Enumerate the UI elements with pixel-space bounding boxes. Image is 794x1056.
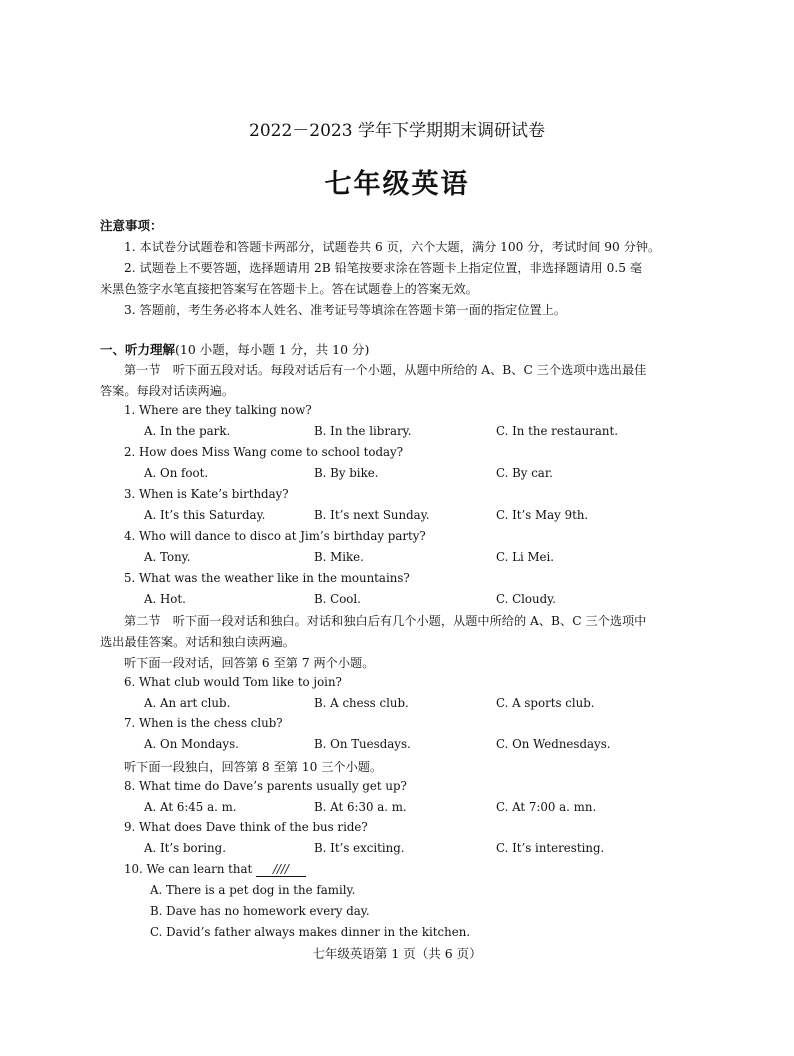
option-a: A. On Mondays. xyxy=(144,737,239,751)
option-c: C. At 7:00 a. mn. xyxy=(496,800,597,814)
option-b: B. Cool. xyxy=(314,592,361,606)
dialog-intro: 听下面一段对话，回答第 6 至第 7 两个小题。 xyxy=(124,656,375,670)
option-a: A. An art club. xyxy=(144,696,231,710)
option-b: B. It’s exciting. xyxy=(314,841,405,855)
part2-instruction-2: 选出最佳答案。对话和独白读两遍。 xyxy=(100,635,295,649)
option-b: B. Mike. xyxy=(314,550,364,564)
option-c: C. In the restaurant. xyxy=(496,424,618,438)
question-stem: 1. Where are they talking now? xyxy=(124,403,312,417)
question-stem: 7. When is the chess club? xyxy=(124,716,283,730)
option-b: B. It’s next Sunday. xyxy=(314,508,430,522)
exam-title: 2022－2023 学年下学期期末调研试卷 xyxy=(249,121,545,141)
notice-line-2: 2. 试题卷上不要答题，选择题请用 2B 铅笔按要求涂在答题卡上指定位置，非选择题请用 0.5 毫 xyxy=(124,261,643,275)
notice-line-3: 米黑色签字水笔直接把答案写在答题卡上。答在试题卷上的答案无效。 xyxy=(100,282,478,296)
question-stem: 2. How does Miss Wang come to school today? xyxy=(124,445,404,459)
option-c: C. A sports club. xyxy=(496,696,595,710)
notice-heading: 注意事项： xyxy=(100,218,163,233)
part1-instruction-1: 第一节 听下面五段对话。每段对话后有一个小题，从题中所给的 A、B、C 三个选项中选出最佳 xyxy=(124,363,647,377)
option-c: C. On Wednesdays. xyxy=(496,737,611,751)
page-footer: 七年级英语第 1 页（共 6 页） xyxy=(312,946,482,961)
option-c: C. By car. xyxy=(496,466,553,480)
answer-blank: //// xyxy=(256,862,306,877)
question-stem: 3. When is Kate’s birthday? xyxy=(124,487,289,501)
monolog-intro: 听下面一段独白，回答第 8 至第 10 三个小题。 xyxy=(124,760,383,774)
option-c: C. David’s father always makes dinner in the kitchen. xyxy=(150,925,471,939)
section-title: 一、听力理解 xyxy=(100,342,176,357)
option-a: A. There is a pet dog in the family. xyxy=(150,883,356,897)
option-b: B. On Tuesdays. xyxy=(314,737,411,751)
option-c: C. It’s May 9th. xyxy=(496,508,589,522)
option-a: A. At 6:45 a. m. xyxy=(144,800,237,814)
notice-line-4: 3. 答题前，考生务必将本人姓名、准考证号等填涂在答题卡第一面的指定位置上。 xyxy=(124,303,567,317)
option-b: B. By bike. xyxy=(314,466,379,480)
option-b: B. A chess club. xyxy=(314,696,409,710)
option-a: A. It’s boring. xyxy=(144,841,226,855)
section-note: (10 小题，每小题 1 分，共 10 分) xyxy=(175,342,370,357)
option-a: A. Tony. xyxy=(144,550,191,564)
question-stem: 9. What does Dave think of the bus ride? xyxy=(124,820,368,834)
notice-line-1: 1. 本试卷分试题卷和答题卡两部分，试题卷共 6 页，六个大题，满分 100 分，考试时间 90 分钟。 xyxy=(124,240,661,254)
option-c: C. Cloudy. xyxy=(496,592,557,606)
question-10-stem: 10. We can learn that xyxy=(124,862,253,876)
option-c: C. Li Mei. xyxy=(496,550,555,564)
option-c: C. It’s interesting. xyxy=(496,841,605,855)
section-heading xyxy=(100,340,369,358)
question-stem xyxy=(124,862,306,877)
option-b: B. Dave has no homework every day. xyxy=(150,904,370,918)
part1-instruction-2: 答案。每段对话读两遍。 xyxy=(100,384,235,398)
option-b: B. In the library. xyxy=(314,424,412,438)
question-stem: 6. What club would Tom like to join? xyxy=(124,675,342,689)
question-stem: 4. Who will dance to disco at Jim’s birthday party? xyxy=(124,529,426,543)
option-a: A. On foot. xyxy=(144,466,209,480)
exam-subject-title: 七年级英语 xyxy=(324,169,470,200)
option-a: A. It’s this Saturday. xyxy=(144,508,266,522)
option-b: B. At 6:30 a. m. xyxy=(314,800,407,814)
option-a: A. Hot. xyxy=(144,592,186,606)
part2-instruction-1: 第二节 听下面一段对话和独白。对话和独白后有几个小题，从题中所给的 A、B、C 三个选项中 xyxy=(124,614,647,628)
question-stem: 5. What was the weather like in the mountains? xyxy=(124,571,410,585)
option-a: A. In the park. xyxy=(144,424,231,438)
question-stem: 8. What time do Dave’s parents usually get up? xyxy=(124,779,407,793)
